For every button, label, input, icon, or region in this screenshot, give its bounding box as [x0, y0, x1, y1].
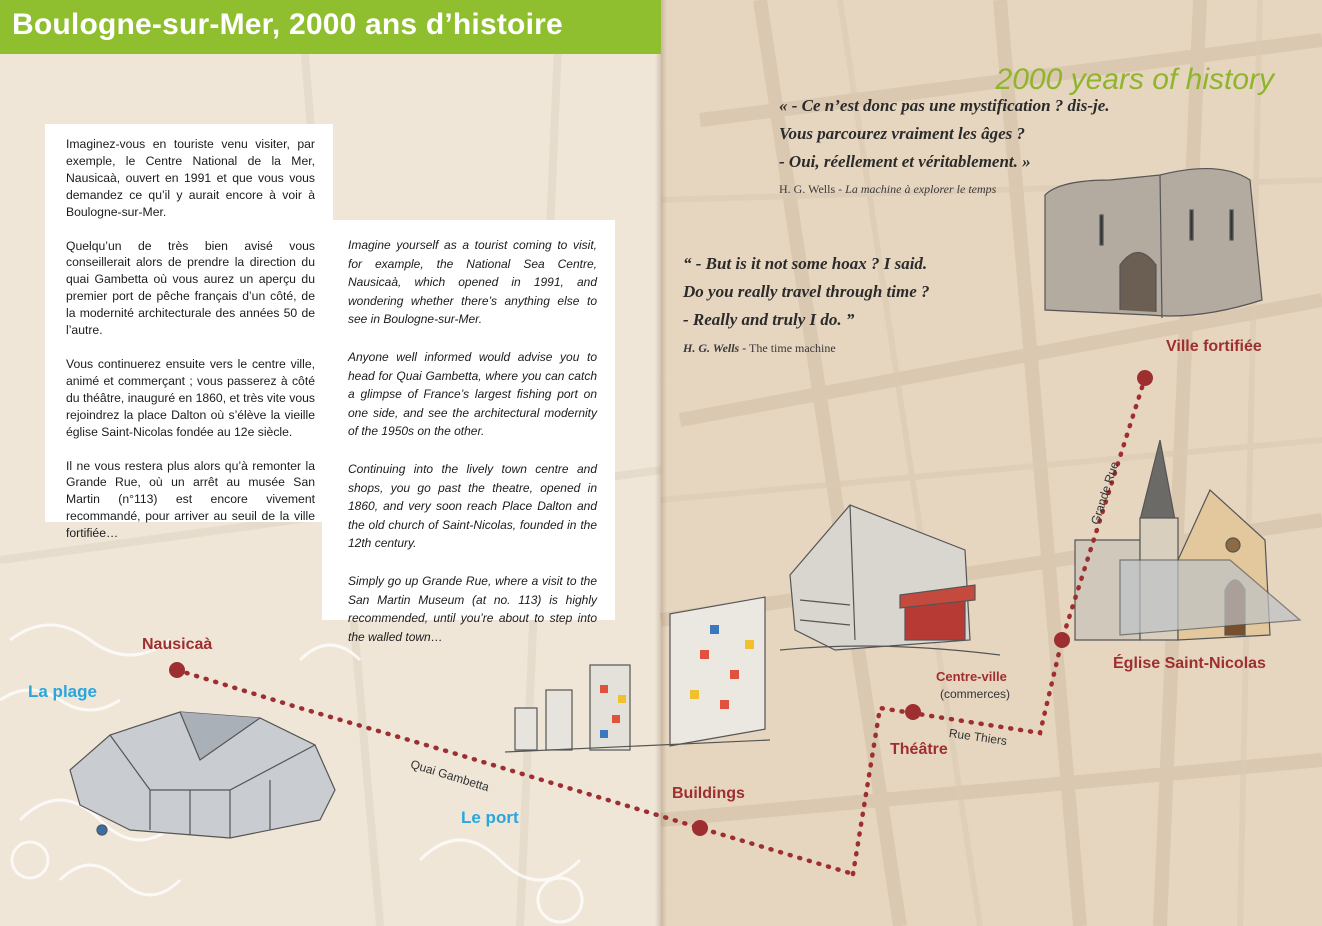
french-paragraph: Il ne vous restera plus alors qu’à remonter la Grande Rue, où un arrêt au musée San Martin (n°113) est encore vivement recommandé, pour arriver au seuil de la ville fortifiée…	[66, 458, 315, 541]
french-paragraph: Quelqu’un de très bien avisé vous conseillerait alors de prendre la direction du quai Gambetta où vous aurez un aperçu du premier port de pêche français d’un côté, de la modernité architecturale des années 50 de l’autre.	[66, 238, 315, 338]
quote-line: Vous parcourez vraiment les âges ?	[779, 124, 1026, 143]
label-le-port: Le port	[461, 808, 519, 827]
english-paragraph: Simply go up Grande Rue, where a visit to the San Martin Museum (at no. 113) is highly recommended, until you’re about to step into the walled town…	[348, 573, 597, 644]
french-text-box	[45, 124, 333, 541]
french-quote-attribution	[779, 182, 996, 197]
label-centre-ville: Centre-ville	[936, 669, 1007, 684]
label-nausicaa: Nausicaà	[142, 636, 213, 653]
quote-line: - Really and truly I do. ”	[683, 310, 855, 329]
english-paragraph: Anyone well informed would advise you to head for Quai Gambetta, where you can catch a glimpse of France’s largest fishing port on one side, and see the architectural modernity of the 1950s on the other.	[348, 349, 597, 439]
english-paragraph: Imagine yourself as a tourist coming to visit, for example, the National Sea Centre, Nausicaà, which opened in 1991, and wondering whether there’s anything else to see in Boulogne-sur-Mer.	[348, 238, 597, 327]
english-quote	[683, 250, 930, 334]
quote-line: - Oui, réellement et véritablement. »	[779, 152, 1031, 171]
label-eglise: Église Saint-Nicolas	[1113, 655, 1266, 672]
label-ville-fortifiee: Ville fortifiée	[1166, 338, 1262, 355]
quote-line: « - Ce n’est donc pas une mystification ? dis-je.	[779, 96, 1110, 115]
quote-author: H. G. Wells -	[683, 341, 747, 355]
french-quote	[779, 92, 1110, 176]
page-subtitle: 2000 years of history	[995, 63, 1274, 96]
french-paragraph: Imaginez-vous en touriste venu visiter, par exemple, le Centre National de la Mer, Nausicaà, ouvert en 1991 et que vous vous demandez ce qu’il y aurait encore à voir à Boulogne-sur-Mer.	[66, 137, 315, 219]
label-buildings: Buildings	[672, 785, 745, 802]
quote-line: “ - But is it not some hoax ? I said.	[683, 254, 928, 273]
page-title: Boulogne-sur-Mer, 2000 ans d’histoire	[12, 8, 563, 41]
english-text-box	[322, 220, 615, 644]
street-quai-gambetta: Quai Gambetta	[408, 757, 491, 795]
street-rue-thiers: Rue Thiers	[948, 726, 1008, 749]
page-fold	[655, 0, 667, 926]
quote-book: The time machine	[749, 341, 836, 355]
quote-book: La machine à explorer le temps	[845, 182, 997, 196]
french-paragraph: Vous continuerez ensuite vers le centre ville, animé et commerçant ; vous passerez à côté du théâtre, inauguré en 1860, et très vite vous rejoindrez la place Dalton où s’élève la vieille église Saint-Nicolas fondée au 12e siècle.	[66, 356, 315, 439]
quote-author: H. G. Wells -	[779, 182, 843, 196]
label-commerces: (commerces)	[940, 687, 1011, 701]
street-grande-rue: Grande Rue	[1088, 459, 1122, 527]
title-bar	[0, 0, 661, 54]
english-quote-attribution	[683, 341, 836, 356]
label-la-plage: La plage	[28, 682, 97, 701]
quote-line: Do you really travel through time ?	[683, 282, 930, 301]
english-paragraph: Continuing into the lively town centre and shops, you go past the theatre, opened in 1860, and very soon reach Place Dalton and the old church of Saint-Nicolas, founded in the 12th century.	[348, 461, 597, 551]
label-theatre: Théâtre	[890, 741, 948, 758]
